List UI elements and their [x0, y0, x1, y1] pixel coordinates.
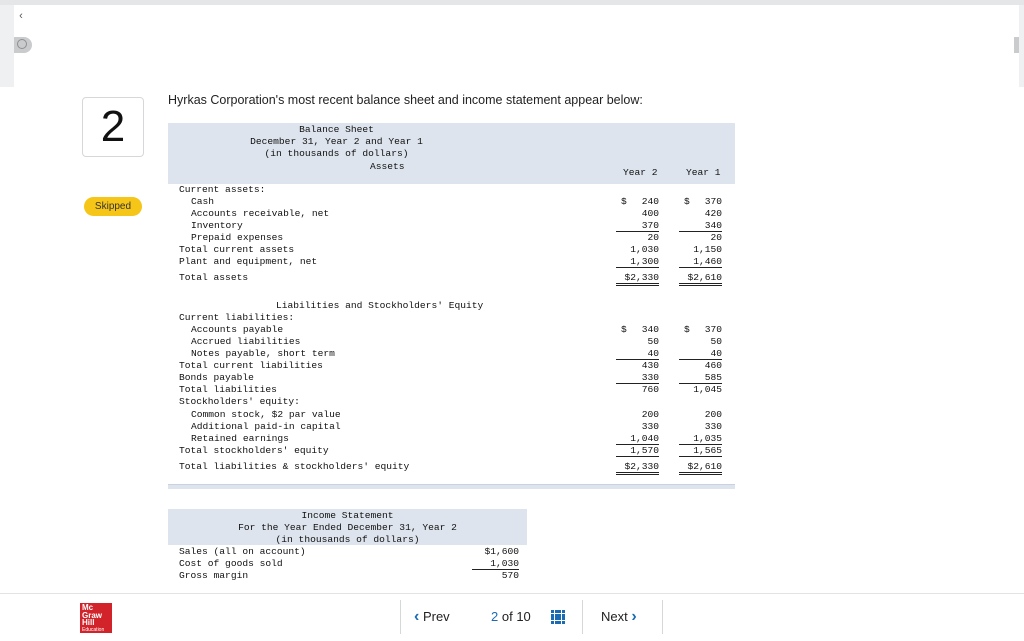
- value-year1: 200: [704, 409, 722, 420]
- table-row: [168, 196, 735, 208]
- row-label: Total liabilities & stockholders' equity: [179, 461, 410, 472]
- value-year1: 460: [704, 360, 722, 371]
- value-year2: 200: [641, 409, 659, 420]
- value-year1: 330: [704, 421, 722, 432]
- balance-sheet-units: (in thousands of dollars): [264, 148, 409, 159]
- income-statement-title: Income Statement: [301, 510, 394, 521]
- page-indicator[interactable]: [491, 594, 531, 641]
- header-card: [14, 5, 1019, 87]
- income-statement-header: [168, 509, 527, 545]
- question-number: 2: [82, 97, 144, 157]
- value-year1: 340: [704, 220, 722, 231]
- row-label: Cash: [191, 196, 215, 207]
- mcgraw-hill-logo: [80, 603, 112, 633]
- logo-line-2: Graw: [82, 610, 103, 620]
- next-button[interactable]: [601, 594, 637, 641]
- logo-line-4: Education: [82, 626, 105, 633]
- dollar-sign: $: [684, 324, 690, 335]
- value-year2: $2,330: [624, 461, 659, 472]
- table-row: [168, 421, 735, 433]
- underline: [679, 383, 722, 384]
- value-year2: 430: [641, 360, 659, 371]
- underline: [679, 231, 722, 232]
- value-year1: 20: [710, 232, 722, 243]
- footer-bar: [0, 593, 1024, 641]
- income-statement-period: For the Year Ended December 31, Year 2: [238, 522, 457, 533]
- page-of: of 10: [501, 609, 531, 624]
- row-label: Notes payable, short term: [191, 348, 335, 359]
- value-year2: 240: [641, 196, 659, 207]
- underline: [616, 359, 659, 360]
- chevron-left-icon[interactable]: ‹: [19, 10, 23, 22]
- underline: [679, 474, 722, 475]
- value-year2: 760: [641, 384, 659, 395]
- table-row: [168, 232, 735, 244]
- table-row: [168, 396, 735, 408]
- row-label: Current assets:: [179, 184, 266, 195]
- table-row: [168, 208, 735, 220]
- table-row: [168, 360, 735, 372]
- liabilities-heading: Liabilities and Stockholders' Equity: [276, 300, 484, 311]
- table-row: [168, 546, 527, 558]
- value-year2: 1,040: [630, 433, 659, 444]
- question-prompt: Hyrkas Corporation's most recent balance sheet and income statement appear below:: [168, 93, 643, 107]
- value-year1: 370: [704, 324, 722, 335]
- table-row: [168, 409, 735, 421]
- row-label: Plant and equipment, net: [179, 256, 318, 267]
- underline: [679, 472, 722, 473]
- value-year2: 370: [641, 220, 659, 231]
- value-year2: 330: [641, 372, 659, 383]
- underline: [616, 283, 659, 284]
- row-value: 570: [501, 570, 519, 581]
- underline: [616, 383, 659, 384]
- underline: [472, 569, 519, 570]
- value-year2: $2,330: [624, 272, 659, 283]
- col-year2-header: Year 2: [623, 167, 658, 178]
- underline: [679, 444, 722, 445]
- row-label: Cost of goods sold: [179, 558, 283, 569]
- value-year1: 585: [704, 372, 722, 383]
- income-statement-body: [168, 545, 527, 593]
- table-row: [168, 244, 735, 256]
- row-label: Total current assets: [179, 244, 295, 255]
- row-label: Bonds payable: [179, 372, 254, 383]
- side-toggle-icon[interactable]: [14, 37, 32, 53]
- dollar-sign: $: [684, 196, 690, 207]
- row-label: Additional paid-in capital: [191, 421, 341, 432]
- page-current: 2: [491, 609, 499, 624]
- value-year1: 1,460: [693, 256, 722, 267]
- value-year2: 330: [641, 421, 659, 432]
- underline: [679, 267, 722, 268]
- nav-separator: [582, 600, 583, 634]
- chevron-right-icon: ›: [631, 608, 637, 625]
- row-label: Accounts payable: [191, 324, 284, 335]
- row-label: Common stock, $2 par value: [191, 409, 341, 420]
- question-content: [0, 87, 1024, 593]
- status-badge: Skipped: [84, 197, 142, 216]
- value-year2: 1,300: [630, 256, 659, 267]
- value-year2: 400: [641, 208, 659, 219]
- row-label: Inventory: [191, 220, 243, 231]
- value-year2: 40: [647, 348, 659, 359]
- underline: [616, 444, 659, 445]
- value-year1: 1,565: [693, 445, 722, 456]
- value-year1: 1,045: [693, 384, 722, 395]
- underline: [616, 456, 659, 457]
- logo-line-1: Mc: [82, 603, 94, 612]
- income-statement-units: (in thousands of dollars): [275, 534, 420, 545]
- nav-separator: [662, 600, 663, 634]
- next-label: Next: [601, 609, 628, 624]
- value-year1: $2,610: [687, 272, 722, 283]
- row-label: Total assets: [179, 272, 249, 283]
- balance-sheet-header: [168, 123, 735, 184]
- prev-button[interactable]: [414, 594, 450, 641]
- table-row: [168, 384, 735, 396]
- col-year1-header: Year 1: [686, 167, 721, 178]
- underline: [616, 285, 659, 286]
- row-label: Gross margin: [179, 570, 249, 581]
- underline: [616, 472, 659, 473]
- underline: [616, 474, 659, 475]
- balance-sheet-title: Balance Sheet: [299, 124, 374, 135]
- value-year1: 40: [710, 348, 722, 359]
- row-label: Prepaid expenses: [191, 232, 284, 243]
- value-year2: 1,570: [630, 445, 659, 456]
- table-row: [168, 324, 735, 336]
- value-year1: 1,150: [693, 244, 722, 255]
- right-edge-tab[interactable]: [1014, 37, 1019, 53]
- value-year2: 50: [647, 336, 659, 347]
- table-row: [168, 312, 735, 324]
- value-year1: 370: [704, 196, 722, 207]
- row-label: Current liabilities:: [179, 312, 295, 323]
- table-row: [168, 336, 735, 348]
- value-year2: 1,030: [630, 244, 659, 255]
- row-value: 1,030: [490, 558, 519, 569]
- value-year1: 50: [710, 336, 722, 347]
- row-label: Total stockholders' equity: [179, 445, 329, 456]
- value-year2: 340: [641, 324, 659, 335]
- dollar-sign: $: [621, 324, 627, 335]
- row-label: Accounts receivable, net: [191, 208, 330, 219]
- row-value: $1,600: [484, 546, 519, 557]
- question-grid-icon[interactable]: [551, 610, 565, 624]
- underline: [616, 267, 659, 268]
- nav-separator: [400, 600, 401, 634]
- underline: [679, 283, 722, 284]
- value-year1: $2,610: [687, 461, 722, 472]
- underline: [679, 456, 722, 457]
- value-year1: 1,035: [693, 433, 722, 444]
- table-row: [168, 184, 735, 196]
- assets-heading: Assets: [370, 161, 405, 172]
- row-label: Accrued liabilities: [191, 336, 301, 347]
- value-year1: 420: [704, 208, 722, 219]
- underline: [616, 231, 659, 232]
- balance-sheet-date: December 31, Year 2 and Year 1: [250, 136, 423, 147]
- underline: [679, 285, 722, 286]
- row-label: Stockholders' equity:: [179, 396, 300, 407]
- value-year2: 20: [647, 232, 659, 243]
- table-row: [168, 570, 527, 582]
- balance-sheet-bottom-band: [168, 485, 735, 489]
- prev-label: Prev: [422, 609, 450, 624]
- logo-line-3: Hill: [82, 618, 95, 627]
- chevron-left-icon: ‹: [414, 608, 420, 625]
- row-label: Sales (all on account): [179, 546, 306, 557]
- row-label: Total liabilities: [179, 384, 277, 395]
- row-label: Retained earnings: [191, 433, 289, 444]
- underline: [679, 359, 722, 360]
- dollar-sign: $: [621, 196, 627, 207]
- row-label: Total current liabilities: [179, 360, 323, 371]
